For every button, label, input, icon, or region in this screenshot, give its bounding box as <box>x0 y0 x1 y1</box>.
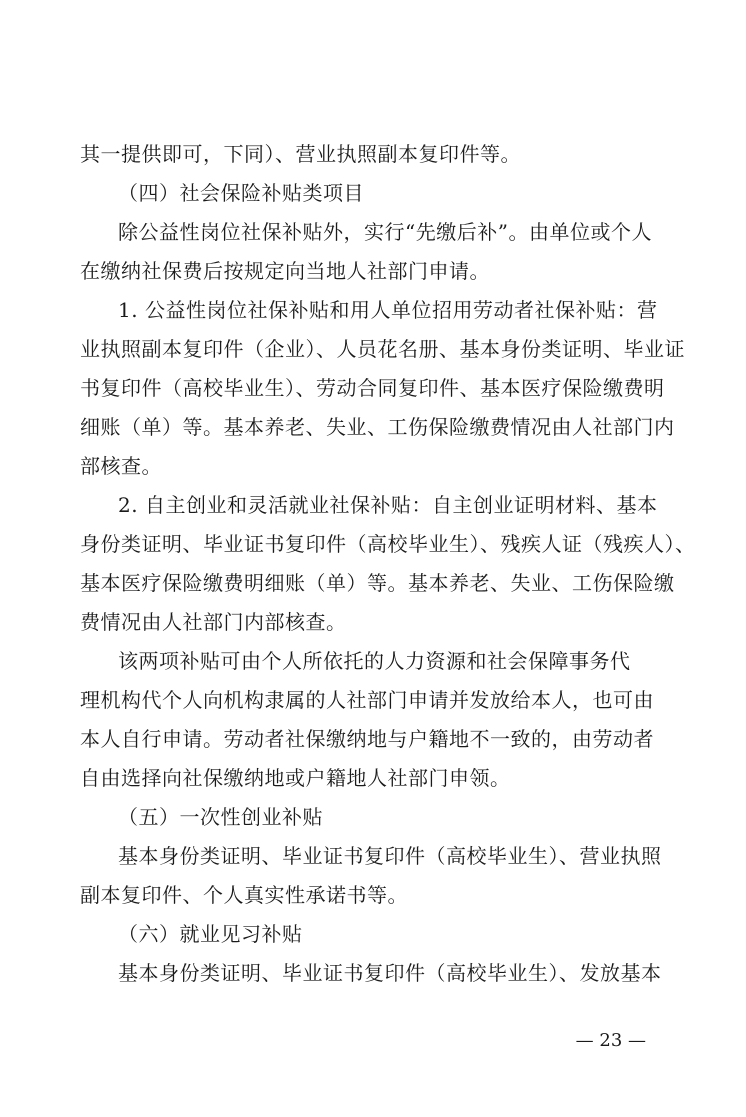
page-number: — 23 — <box>575 1030 646 1051</box>
text-line: 自由选择向社保缴纳地或户籍地人社部门申领。 <box>80 766 511 790</box>
text-line: 1. 公益性岗位社保补贴和用人单位招用劳动者社保补贴：营 <box>118 298 658 322</box>
text-line: 书复印件（高校毕业生）、劳动合同复印件、基本医疗保险缴费明 <box>80 376 665 400</box>
section-heading: （六）就业见习补贴 <box>118 922 303 946</box>
section-heading: （四）社会保险补贴类项目 <box>118 181 364 205</box>
text-line: 在缴纳社保费后按规定向当地人社部门申请。 <box>80 259 490 283</box>
text-line: 该两项补贴可由个人所依托的人力资源和社会保障事务代 <box>118 649 631 673</box>
text-line: 本人自行申请。劳动者社保缴纳地与户籍地不一致的，由劳动者 <box>80 727 654 751</box>
text-line: 费情况由人社部门内部核查。 <box>80 610 347 634</box>
text-line: 业执照副本复印件（企业）、人员花名册、基本身份类证明、毕业证 <box>80 337 685 361</box>
text-line: 除公益性岗位社保补贴外，实行“先缴后补”。由单位或个人 <box>118 220 652 244</box>
text-line: 身份类证明、毕业证书复印件（高校毕业生）、残疾人证（残疾人）、 <box>80 532 696 556</box>
text-line: 基本身份类证明、毕业证书复印件（高校毕业生）、发放基本 <box>118 961 662 985</box>
text-line: 副本复印件、个人真实性承诺书等。 <box>80 883 408 907</box>
body-text <box>80 135 696 993</box>
text-line: 基本医疗保险缴费明细账（单）等。基本养老、失业、工伤保险缴 <box>80 571 675 595</box>
text-line: 细账（单）等。基本养老、失业、工伤保险缴费情况由人社部门内 <box>80 415 675 439</box>
text-line: 部核查。 <box>80 454 162 478</box>
section-heading: （五）一次性创业补贴 <box>118 805 323 829</box>
text-line: 理机构代个人向机构隶属的人社部门申请并发放给本人，也可由 <box>80 688 654 712</box>
text-line: 其一提供即可，下同）、营业执照副本复印件等。 <box>80 142 521 166</box>
text-line: 2. 自主创业和灵活就业社保补贴：自主创业证明材料、基本 <box>118 493 658 517</box>
text-line: 基本身份类证明、毕业证书复印件（高校毕业生）、营业执照 <box>118 844 662 868</box>
